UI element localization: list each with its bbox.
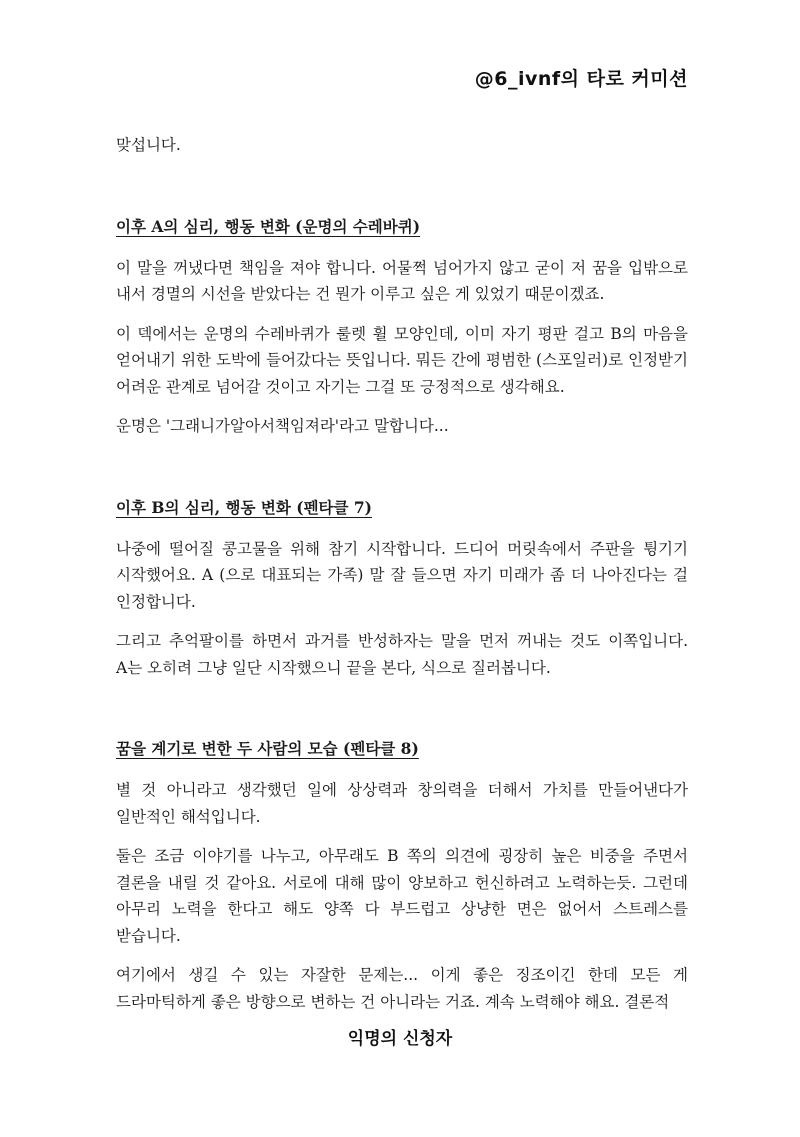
footer-brand: 익명의 신청자 [347, 1029, 453, 1049]
section-paragraph: 나중에 떨어질 콩고물을 위해 참기 시작합니다. 드디어 머릿속에서 주판을 튕기기 시작했어요. A (으로 대표되는 가족) 말 잘 들으면 자기 미래가 좀 더 나아진다는 걸 인정합니다. [116, 539, 688, 611]
section-paragraph: 운명은 '그래니가알아서책임져라'라고 말합니다... [116, 417, 449, 435]
section-heading: 이후 B의 심리, 행동 변화 (펜타클 7) [116, 497, 373, 517]
section-spacer [116, 694, 688, 737]
intro-text: 맞섭니다. [116, 136, 181, 154]
section-b-change [116, 496, 688, 682]
section-heading: 이후 A의 심리, 행동 변화 (운명의 수레바퀴) [116, 216, 421, 236]
section-paragraph: 이 말을 꺼냈다면 책임을 져야 합니다. 어물쩍 넘어가지 않고 굳이 저 꿈을 입밖으로 내서 경멸의 시선을 받았다는 건 뭔가 이루고 싶은 게 있었기 때문이겠죠. [116, 258, 688, 303]
section-both-change [116, 737, 688, 1015]
section-paragraph: 둘은 조금 이야기를 나누고, 아무래도 B 쪽의 의견에 굉장히 높은 비중을 주면서 결론을 내릴 것 같아요. 서로에 대해 많이 양보하고 헌신하려고 노력하는듯. 그런데 아무리 노력을 한다고 해도 양쪽 다 부드럽고 상냥한 면은 없어서 스트레스를 받습니다. [116, 847, 688, 945]
header-brand: @6_ivnf의 타로 커미션 [474, 68, 688, 90]
section-spacer [116, 453, 688, 496]
section-heading: 꿈을 계기로 변한 두 사람의 모습 (펜타클 8) [116, 739, 419, 758]
section-paragraph: 그리고 추억팔이를 하면서 과거를 반성하자는 말을 먼저 꺼내는 것도 이쪽입니다. A는 오히려 그냥 일단 시작했으니 끝을 본다, 식으로 질러봅니다. [116, 632, 688, 677]
section-spacer [116, 172, 688, 215]
document-body [116, 132, 688, 1028]
section-paragraph: 이 덱에서는 운명의 수레바퀴가 룰렛 휠 모양인데, 이미 자기 평판 걸고 B의 마음을 얻어내기 위한 도박에 들어갔다는 뜻입니다. 뭐든 간에 평범한 (스포일러)로 인정받기 어려운 관계로 넘어갈 것이고 자기는 그걸 또 긍정적으로 생각해요. [116, 324, 688, 396]
section-a-change [116, 215, 688, 440]
section-paragraph: 여기에서 생길 수 있는 자잘한 문제는... 이게 좋은 징조이긴 한데 모든 게 드라마틱하게 좋은 방향으로 변하는 건 아니라는 거죠. 계속 노력해야 해요. 결론적 [116, 966, 688, 1011]
section-paragraph: 별 것 아니라고 생각했던 일에 상상력과 창의력을 더해서 가치를 만들어낸다가 일반적인 해석입니다. [116, 781, 688, 826]
